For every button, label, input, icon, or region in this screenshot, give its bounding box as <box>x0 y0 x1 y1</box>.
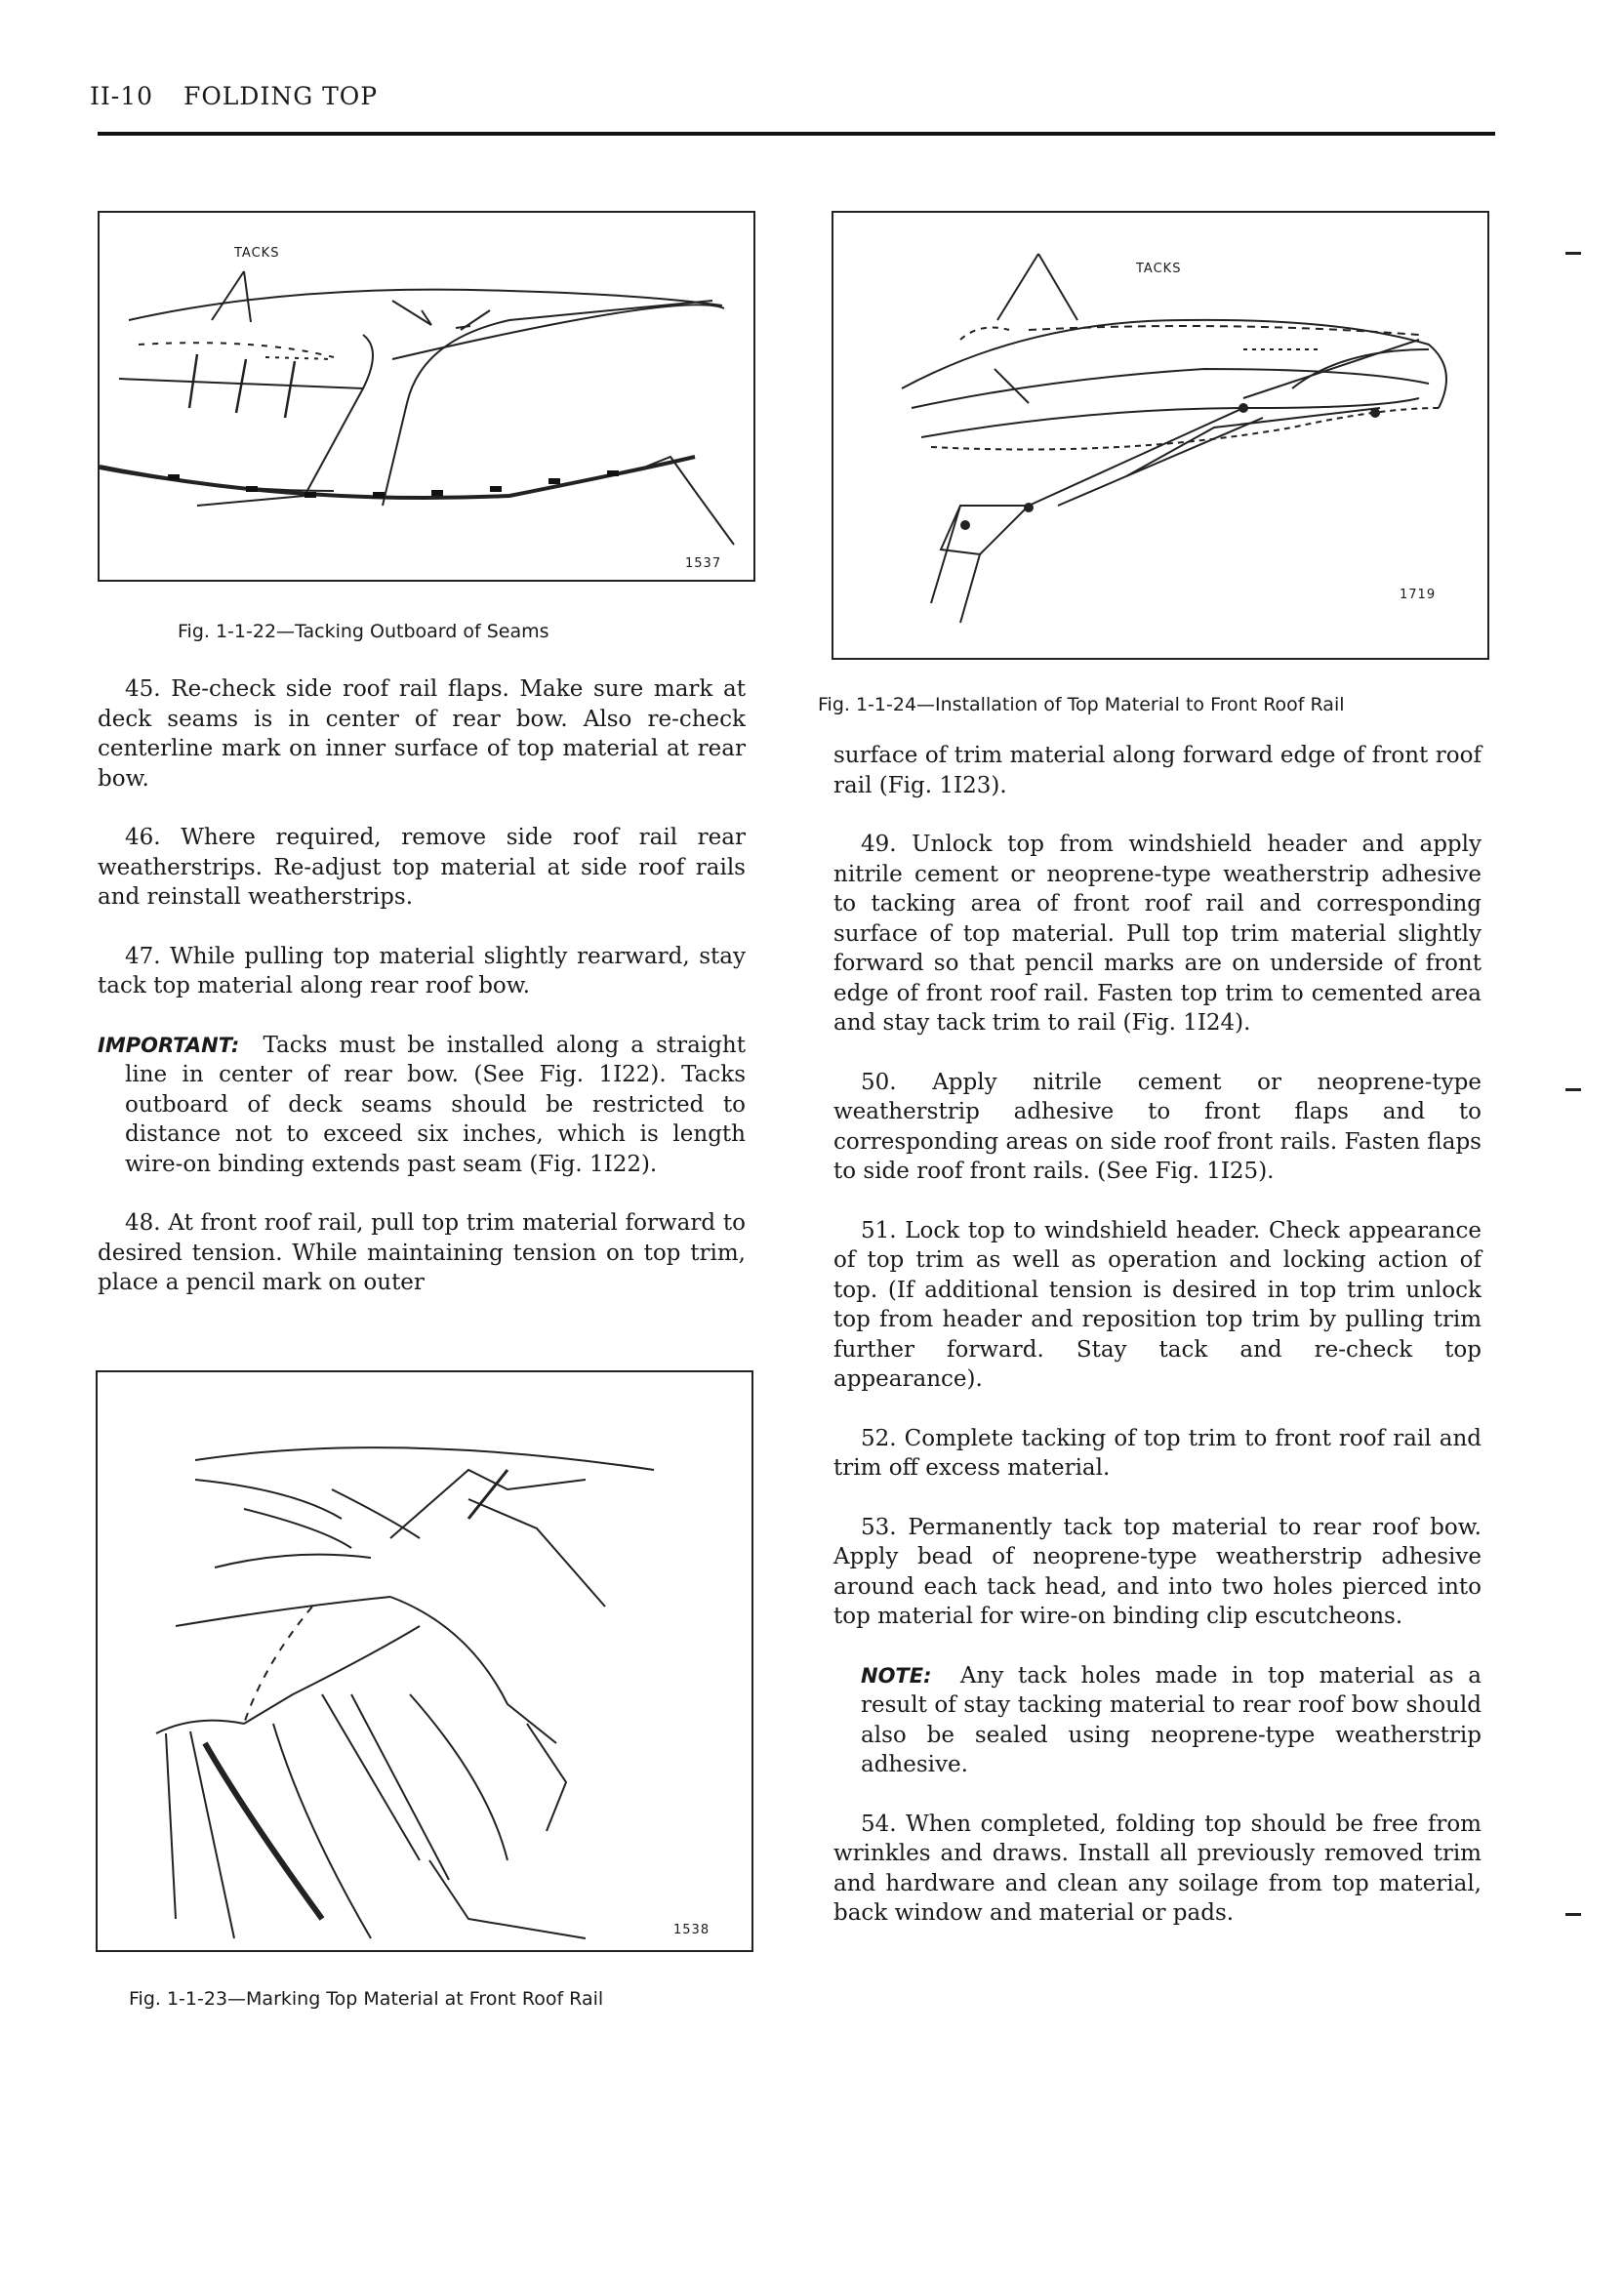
page-header <box>90 82 378 110</box>
important-text: Tacks must be installed along a straight line in center of rear bow. (See Fig. 1I22). Tacks outboard of deck seams should be restricted to distance not to exceed six inches, which is length wire-on binding extends past seam (Fig. 1I22). <box>125 1032 746 1177</box>
note-text: Any tack holes made in top material as a result of stay tacking material to rear roof bow should also be sealed using neoprene-type weatherstrip adhesive. <box>861 1662 1482 1777</box>
step-47: 47. While pulling top material slightly rearward, stay tack top material along rear roof bow. <box>98 943 746 998</box>
figure-1-1-22 <box>98 211 755 582</box>
step-45: 45. Re-check side roof rail flaps. Make sure mark at deck seams is in center of rear bow. Also re-check centerline mark on inner surface of top material at rear bow. <box>98 676 746 792</box>
left-column-top <box>98 674 746 1327</box>
step-51: 51. Lock top to windshield header. Check appearance of top trim as well as operation and locking action of top. (If additional tension is desired in top trim unlock top from header and reposition top trim by pulling trim further forward. Stay tack and re-check top appearance). <box>833 1217 1482 1392</box>
important-note <box>98 1031 746 1180</box>
step-46: 46. Where required, remove side roof rail rear weatherstrips. Re-adjust top material at side roof rails and reinstall weatherstrips. <box>98 825 746 910</box>
figure-1-1-22-caption: Fig. 1-1-22—Tacking Outboard of Seams <box>178 621 549 642</box>
step-53: 53. Permanently tack top material to rear roof bow. Apply bead of neoprene-type weatherstrip adhesive around each tack head, and into two holes pierced into top material for wire-on binding clip escutcheons. <box>833 1514 1482 1629</box>
figure-number: 1537 <box>685 556 722 571</box>
figure-label-tacks: TACKS <box>234 246 280 261</box>
figure-1-1-23-caption: Fig. 1-1-23—Marking Top Material at Front Roof Rail <box>129 1988 604 2010</box>
step-54: 54. When completed, folding top should be free from wrinkles and draws. Install all previously removed trim and hardware and clean any soilage from top material, back window and material or pads. <box>833 1811 1482 1926</box>
margin-mark <box>1565 252 1581 255</box>
page-number: II-10 <box>90 82 154 110</box>
step-52: 52. Complete tacking of top trim to front roof rail and trim off excess material. <box>833 1425 1482 1481</box>
section-title: FOLDING TOP <box>183 82 379 110</box>
figure-1-1-24 <box>832 211 1489 660</box>
note-label: NOTE: <box>861 1663 932 1688</box>
figure-1-1-23 <box>96 1370 753 1952</box>
figure-number: 1538 <box>673 1923 710 1937</box>
step-48: 48. At front roof rail, pull top trim material forward to desired tension. While maintaining tension on top trim, place a pencil mark on outer <box>98 1210 746 1295</box>
margin-mark <box>1565 1088 1581 1091</box>
figure-number: 1719 <box>1400 588 1437 602</box>
important-label: IMPORTANT: <box>98 1033 240 1057</box>
step-49: 49. Unlock top from windshield header and apply nitrile cement or neoprene-type weatherstrip adhesive to tacking area of front roof rail and corresponding surface of top material. Pull top trim material slightly forward so that pencil marks are on underside of front edge of front roof rail. Fasten top trim to cemented area and stay tack trim to rail (Fig. 1I24). <box>833 832 1482 1036</box>
note <box>833 1661 1482 1780</box>
step-50: 50. Apply nitrile cement or neoprene-type weatherstrip adhesive to front flaps and to corresponding areas on side roof front rails. Fasten flaps to side roof front rails. (See Fig. 1I25). <box>833 1069 1482 1184</box>
figure-1-1-24-caption: Fig. 1-1-24—Installation of Top Material to Front Roof Rail <box>818 694 1345 715</box>
header-rule <box>98 132 1495 136</box>
margin-mark <box>1565 1913 1581 1916</box>
figure-label-tacks: TACKS <box>1136 262 1182 276</box>
right-column <box>833 741 1482 1958</box>
step-48-continued: surface of trim material along forward edge of front roof rail (Fig. 1I23). <box>833 743 1482 798</box>
marking-top-material-illustration <box>98 1372 751 1950</box>
front-roof-rail-illustration <box>833 213 1487 658</box>
tacking-seams-illustration <box>100 213 753 580</box>
